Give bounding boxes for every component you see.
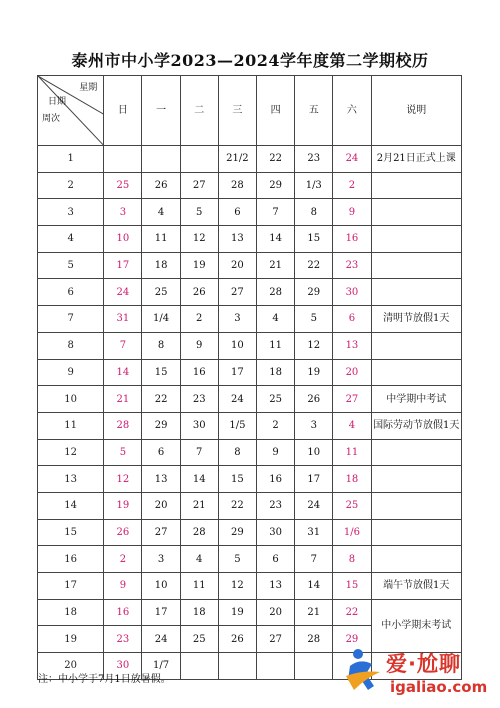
date-cell: 20: [218, 252, 256, 279]
table-row: [38, 172, 462, 199]
date-cell: [180, 653, 218, 680]
date-cell: 23: [104, 626, 142, 653]
date-cell: 28: [257, 279, 295, 306]
date-cell: 24: [218, 386, 256, 413]
week-number-cell: 6: [38, 279, 104, 306]
date-cell: 5: [180, 199, 218, 226]
date-cell: 27: [257, 626, 295, 653]
week-number-cell: 9: [38, 359, 104, 386]
date-cell: 1/5: [218, 412, 256, 439]
date-cell: 16: [180, 359, 218, 386]
watermark-text-cn: 爱·尬聊: [386, 652, 461, 676]
date-cell: 14: [180, 466, 218, 493]
note-cell: [371, 519, 461, 546]
note-cell: 清明节放假1天: [371, 306, 461, 333]
header-row: [38, 76, 462, 146]
week-number-cell: 20: [38, 653, 104, 680]
date-cell: 24: [295, 492, 333, 519]
date-cell: 4: [180, 546, 218, 573]
date-cell: 7: [257, 199, 295, 226]
date-cell: 9: [257, 439, 295, 466]
weekday-header-thu: 四: [257, 76, 295, 146]
date-cell: 27: [142, 519, 180, 546]
date-cell: 5: [104, 439, 142, 466]
date-cell: 19: [218, 599, 256, 626]
date-cell: 14: [104, 359, 142, 386]
date-cell: 1/6: [333, 519, 371, 546]
note-cell: 2月21日正式上课: [371, 146, 461, 173]
week-number-cell: 4: [38, 226, 104, 253]
date-cell: 29: [142, 412, 180, 439]
date-axis-label: 日期: [48, 97, 67, 107]
weekday-header-wed: 三: [218, 76, 256, 146]
date-cell: 10: [104, 226, 142, 253]
date-cell: 10: [142, 573, 180, 600]
date-cell: 8: [142, 332, 180, 359]
date-cell: [257, 653, 295, 680]
date-cell: 6: [142, 439, 180, 466]
date-cell: 27: [180, 172, 218, 199]
week-number-cell: 2: [38, 172, 104, 199]
date-cell: 23: [333, 252, 371, 279]
date-cell: 20: [257, 599, 295, 626]
date-cell: 23: [295, 146, 333, 173]
weekday-header-sat: 六: [333, 76, 371, 146]
date-cell: 6: [218, 199, 256, 226]
date-cell: 7: [295, 546, 333, 573]
table-row: [38, 199, 462, 226]
date-cell: 15: [295, 226, 333, 253]
date-cell: 12: [295, 332, 333, 359]
date-cell: 6: [257, 546, 295, 573]
date-cell: 11: [257, 332, 295, 359]
date-cell: 9: [104, 573, 142, 600]
date-cell: 11: [142, 226, 180, 253]
note-cell: [371, 279, 461, 306]
date-cell: 24: [142, 626, 180, 653]
week-number-cell: 13: [38, 466, 104, 493]
date-cell: 30: [180, 412, 218, 439]
date-cell: 22: [333, 599, 371, 626]
week-axis-label: 周次: [42, 114, 61, 125]
table-row: [38, 412, 462, 439]
week-number-cell: 7: [38, 306, 104, 333]
note-cell: [371, 172, 461, 199]
date-cell: 28: [104, 412, 142, 439]
week-number-cell: 11: [38, 412, 104, 439]
date-cell: 4: [142, 199, 180, 226]
date-cell: 17: [295, 466, 333, 493]
date-cell: 7: [104, 332, 142, 359]
date-cell: 29: [333, 626, 371, 653]
date-cell: 22: [142, 386, 180, 413]
weekday-header-fri: 五: [295, 76, 333, 146]
date-cell: 10: [295, 439, 333, 466]
date-cell: 14: [295, 573, 333, 600]
calendar-body: [38, 146, 462, 680]
note-cell: [371, 199, 461, 226]
note-cell: 端午节放假1天: [371, 573, 461, 600]
date-cell: 10: [218, 332, 256, 359]
date-cell: 15: [218, 466, 256, 493]
week-number-cell: 16: [38, 546, 104, 573]
date-cell: 25: [257, 386, 295, 413]
table-row: [38, 332, 462, 359]
date-cell: 18: [257, 359, 295, 386]
date-cell: 22: [295, 252, 333, 279]
date-cell: 9: [333, 199, 371, 226]
date-cell: 21: [104, 386, 142, 413]
page-title: 泰州市中小学2023—2024学年度第二学期校历: [71, 51, 429, 70]
date-cell: 13: [218, 226, 256, 253]
date-cell: 1/3: [295, 172, 333, 199]
date-cell: 15: [142, 359, 180, 386]
note-cell: [371, 439, 461, 466]
week-number-cell: 8: [38, 332, 104, 359]
date-cell: 12: [218, 573, 256, 600]
date-cell: 28: [218, 172, 256, 199]
footnote: 注：中小学于7月1日放暑假。: [38, 674, 171, 685]
note-cell: [371, 359, 461, 386]
weekday-header-mon: 一: [142, 76, 180, 146]
date-cell: [295, 653, 333, 680]
date-cell: 13: [333, 332, 371, 359]
table-row: [38, 519, 462, 546]
table-row: [38, 466, 462, 493]
date-cell: 19: [104, 492, 142, 519]
date-cell: 15: [333, 573, 371, 600]
date-cell: 25: [333, 492, 371, 519]
week-number-cell: 15: [38, 519, 104, 546]
date-cell: 12: [180, 226, 218, 253]
week-number-cell: 19: [38, 626, 104, 653]
date-cell: [218, 653, 256, 680]
date-cell: 28: [180, 519, 218, 546]
date-cell: 1/7: [142, 653, 180, 680]
date-cell: 30: [257, 519, 295, 546]
date-cell: [142, 146, 180, 173]
table-row: [38, 359, 462, 386]
date-cell: 17: [142, 599, 180, 626]
date-cell: 13: [257, 573, 295, 600]
notes-header: 说明: [371, 76, 461, 146]
date-cell: 5: [295, 306, 333, 333]
date-cell: 29: [295, 279, 333, 306]
date-cell: 30: [333, 279, 371, 306]
note-cell: 中学期中考试: [371, 386, 461, 413]
corner-header-cell: [38, 76, 104, 146]
week-number-cell: 5: [38, 252, 104, 279]
date-cell: 24: [333, 146, 371, 173]
date-cell: 3: [142, 546, 180, 573]
date-cell: 29: [218, 519, 256, 546]
date-cell: [104, 146, 142, 173]
date-cell: 20: [333, 359, 371, 386]
date-cell: 19: [295, 359, 333, 386]
date-cell: 16: [257, 466, 295, 493]
date-cell: 3: [295, 412, 333, 439]
table-row: [38, 279, 462, 306]
date-cell: 25: [180, 626, 218, 653]
date-cell: 23: [257, 492, 295, 519]
date-cell: 23: [180, 386, 218, 413]
date-cell: 6: [333, 306, 371, 333]
weekday-header-sun: 日: [104, 76, 142, 146]
date-cell: 1/4: [142, 306, 180, 333]
note-cell: 中小学期末考试: [371, 599, 461, 652]
date-cell: 26: [104, 519, 142, 546]
date-cell: 24: [104, 279, 142, 306]
date-cell: 31: [104, 306, 142, 333]
date-cell: 2: [180, 306, 218, 333]
week-number-cell: 10: [38, 386, 104, 413]
table-row: [38, 439, 462, 466]
week-number-cell: 17: [38, 573, 104, 600]
week-number-cell: 14: [38, 492, 104, 519]
date-cell: 25: [104, 172, 142, 199]
date-cell: 8: [295, 199, 333, 226]
weekday-header-tue: 二: [180, 76, 218, 146]
date-cell: 30: [104, 653, 142, 680]
table-row: [38, 252, 462, 279]
date-cell: 26: [142, 172, 180, 199]
date-cell: 3: [104, 199, 142, 226]
note-cell: [371, 492, 461, 519]
note-cell: [371, 466, 461, 493]
table-row: [38, 386, 462, 413]
date-cell: 16: [333, 226, 371, 253]
date-cell: 4: [333, 412, 371, 439]
date-cell: 21: [295, 599, 333, 626]
date-cell: 14: [257, 226, 295, 253]
date-cell: 5: [218, 546, 256, 573]
date-cell: [180, 146, 218, 173]
table-row: [38, 146, 462, 173]
date-cell: 26: [295, 386, 333, 413]
date-cell: 17: [218, 359, 256, 386]
date-cell: 12: [104, 466, 142, 493]
date-cell: 18: [180, 599, 218, 626]
date-cell: 21/2: [218, 146, 256, 173]
date-cell: 21: [257, 252, 295, 279]
date-cell: 7: [180, 439, 218, 466]
week-number-cell: 12: [38, 439, 104, 466]
table-row: [38, 226, 462, 253]
date-cell: 2: [333, 172, 371, 199]
date-cell: 2: [104, 546, 142, 573]
date-cell: 22: [257, 146, 295, 173]
date-cell: 19: [180, 252, 218, 279]
watermark-url: igaliao.com: [390, 678, 488, 696]
week-number-cell: 18: [38, 599, 104, 626]
date-cell: 25: [142, 279, 180, 306]
week-number-cell: 3: [38, 199, 104, 226]
school-calendar-table: [37, 75, 462, 680]
table-row: [38, 492, 462, 519]
note-cell: [371, 332, 461, 359]
weekday-axis-label: 星期: [79, 83, 98, 93]
date-cell: 17: [104, 252, 142, 279]
date-cell: 28: [295, 626, 333, 653]
note-cell: 国际劳动节放假1天: [371, 412, 461, 439]
date-cell: 21: [180, 492, 218, 519]
table-row: [38, 573, 462, 600]
note-cell: [371, 252, 461, 279]
table-row: [38, 306, 462, 333]
date-cell: 11: [180, 573, 218, 600]
week-number-cell: 1: [38, 146, 104, 173]
running-figure-logo-icon: [344, 646, 384, 698]
date-cell: 20: [142, 492, 180, 519]
date-cell: 26: [180, 279, 218, 306]
date-cell: 16: [104, 599, 142, 626]
table-row: [38, 599, 462, 626]
table-row: [38, 546, 462, 573]
date-cell: 8: [218, 439, 256, 466]
note-cell: [371, 546, 461, 573]
date-cell: 29: [257, 172, 295, 199]
date-cell: 9: [180, 332, 218, 359]
watermark: [338, 644, 500, 706]
date-cell: 22: [218, 492, 256, 519]
note-cell: [371, 226, 461, 253]
date-cell: 11: [333, 439, 371, 466]
date-cell: 18: [142, 252, 180, 279]
date-cell: 31: [295, 519, 333, 546]
date-cell: 4: [257, 306, 295, 333]
date-cell: 18: [333, 466, 371, 493]
date-cell: 2: [257, 412, 295, 439]
date-cell: 8: [333, 546, 371, 573]
date-cell: 26: [218, 626, 256, 653]
date-cell: 13: [142, 466, 180, 493]
date-cell: 3: [218, 306, 256, 333]
date-cell: 27: [218, 279, 256, 306]
date-cell: 27: [333, 386, 371, 413]
